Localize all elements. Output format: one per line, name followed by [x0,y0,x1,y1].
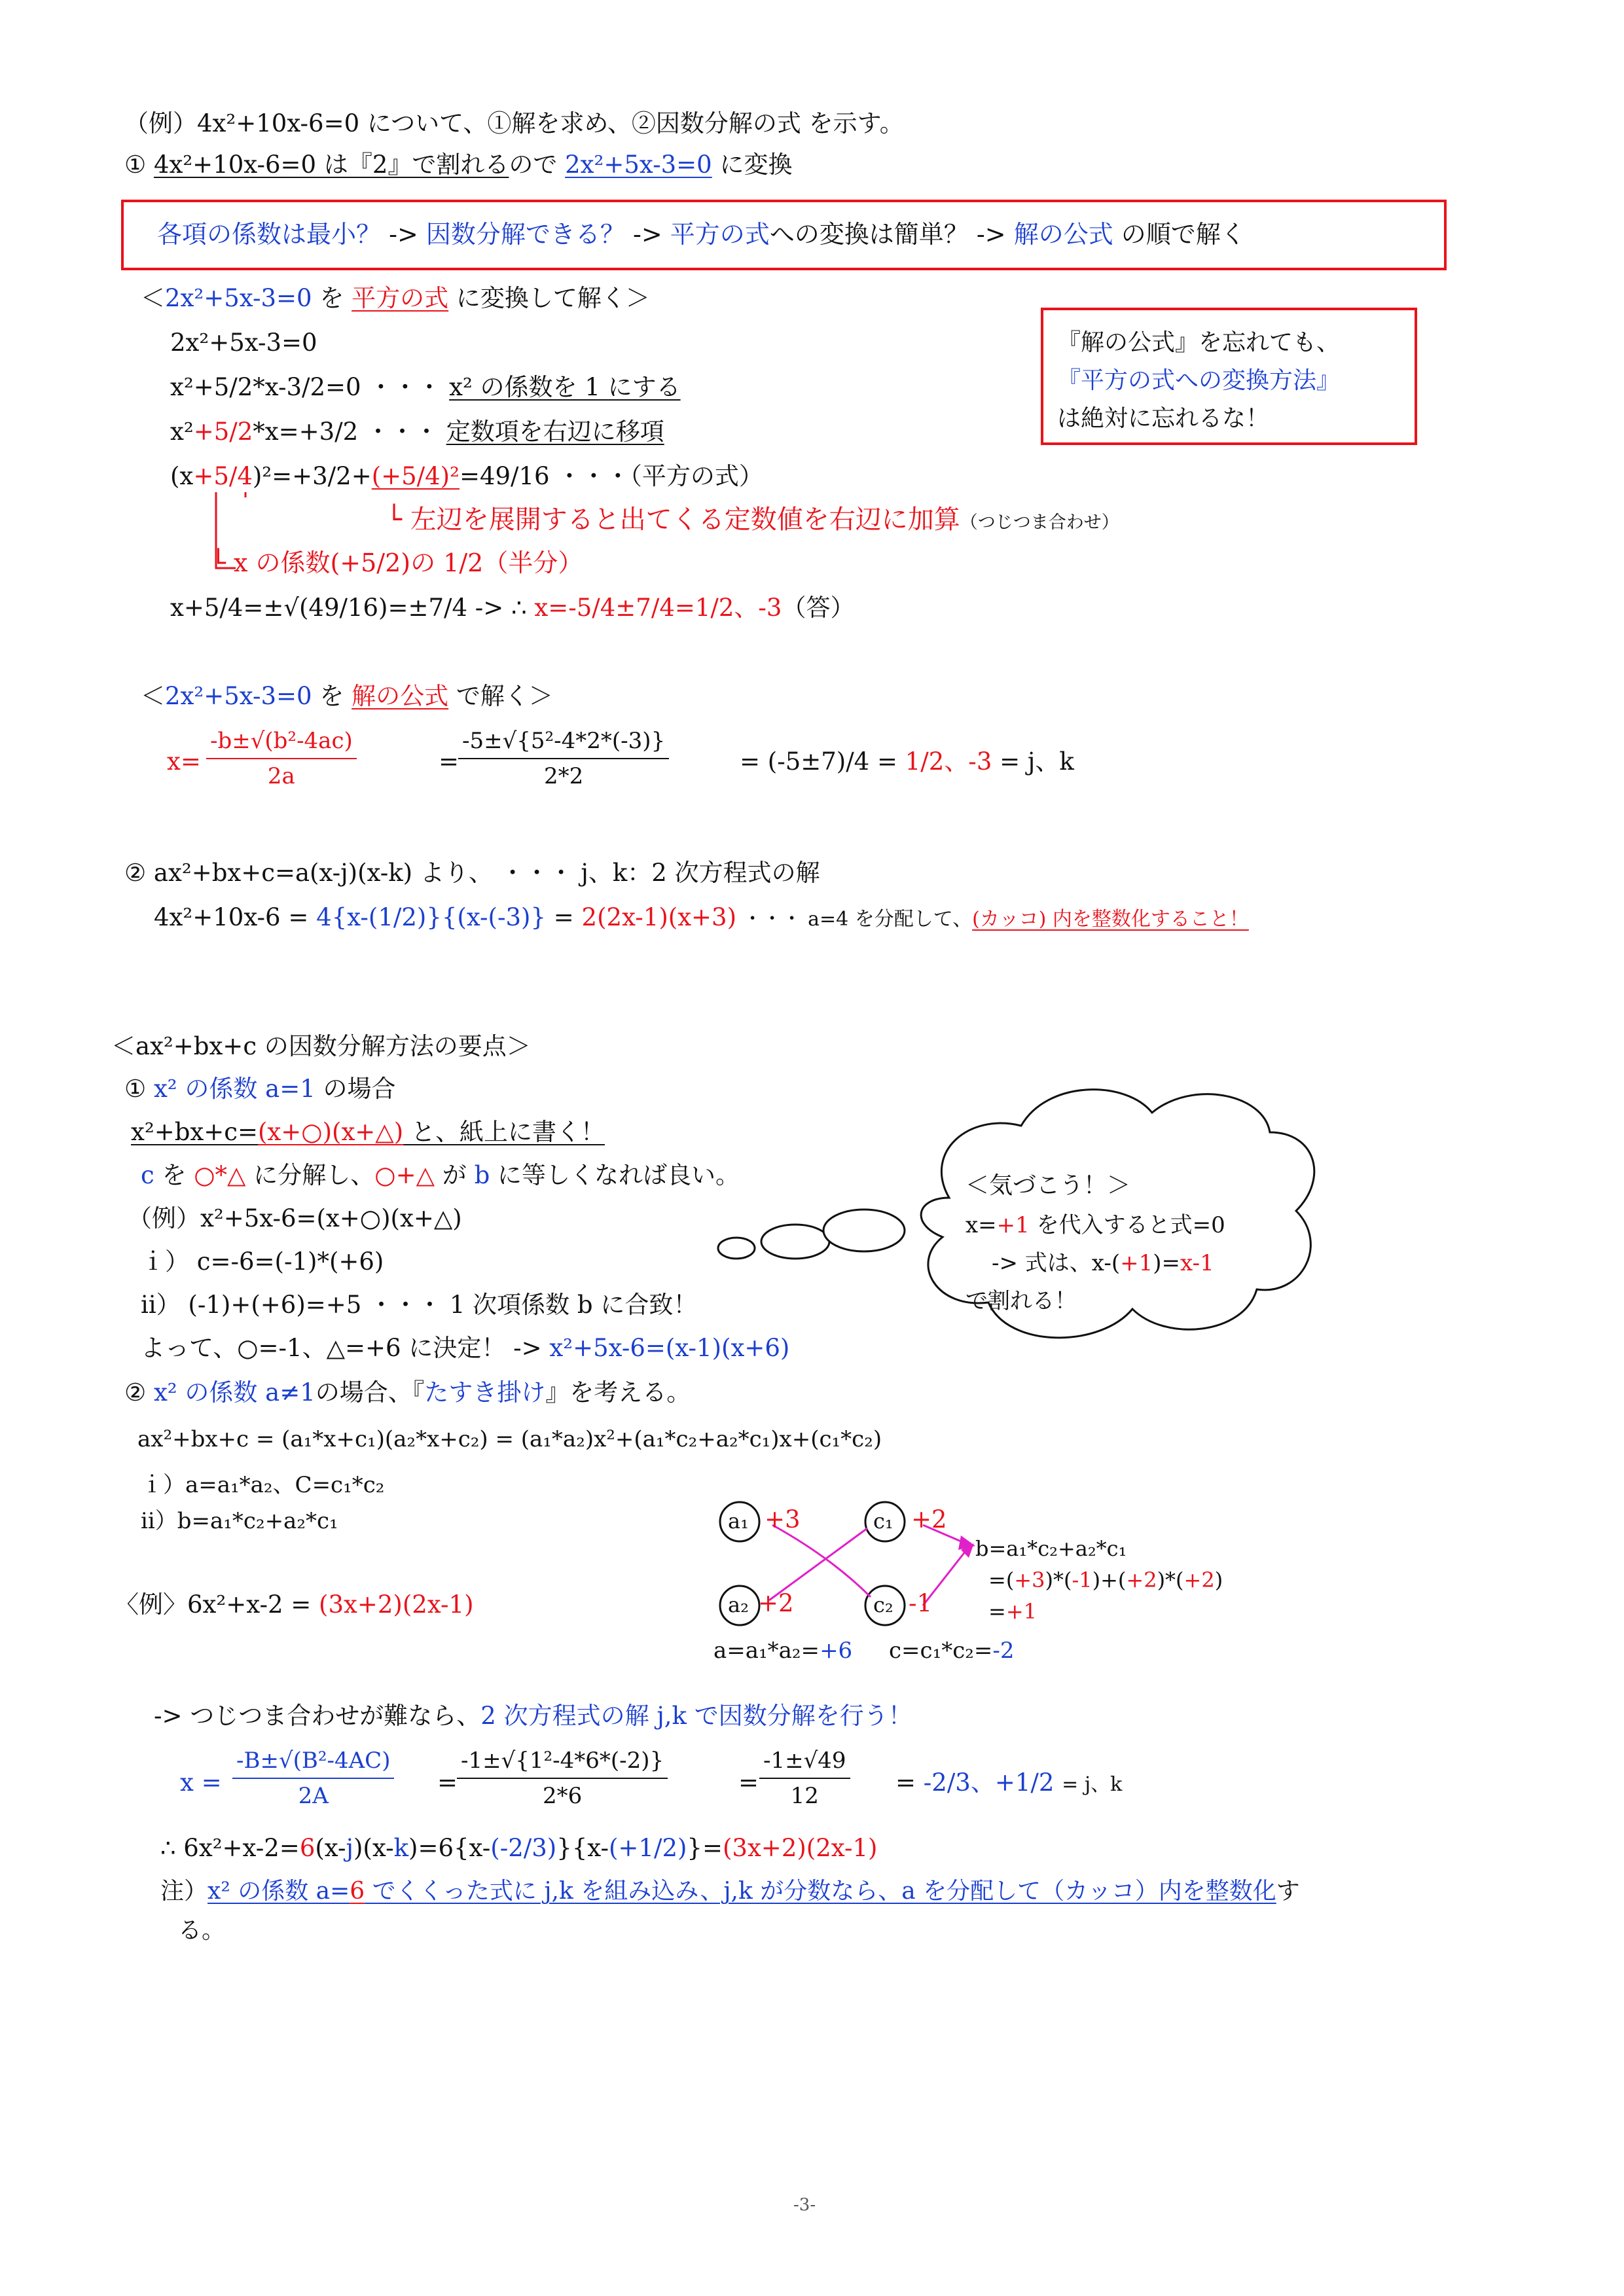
note-line1: 注）x² の係数 a=6 でくくった式に j,k を組み込み、j,k が分数なら、a を分配して（カッコ）内を整数化す [160,1878,1300,1905]
tasuki-a2-value: +2 [758,1589,794,1617]
sq-line3: x²+5/2*x=+3/2 ・・・ 定数項を右辺に移項 [170,418,664,446]
square-method-heading: ＜2x²+5x-3=0 を 平方の式 に変換して解く＞ [141,284,650,312]
case2-expand: ax²+bx+c = (a₁*x+c₁)(a₂*x+c₂) = (a₁*a₂)x²+(a₁*c₂+a₂*c₁)x+(c₁*c₂) [137,1426,882,1452]
cloud-title: ＜気づこう！＞ [965,1172,1131,1199]
formula-x: x= [167,747,201,776]
step2-line2: 4x²+10x-6 = 4{x-(1/2)}{(x-(-3)} = 2(2x-1)(x+3) ・・・ a=4 を分配して、(カッコ) 内を整数化すること！ [154,903,1249,931]
case1-conclusion: よって、○=-1、△=+6 に決定！ -> x²+5x-6=(x-1)(x+6) [141,1334,790,1362]
page-number: -3- [793,2195,816,2215]
quad-frac3: $\frac{-1\pm√49}{12}$ [759,1746,850,1810]
case2-step-ii: ⅱ）b=a₁*c₂+a₂*c₁ [141,1508,338,1534]
case2-step-i: ｉ）a=a₁*a₂、C=c₁*c₂ [141,1472,385,1498]
tasuki-a1-value: +3 [765,1505,801,1534]
tasuki-a1: a₁ [728,1509,749,1534]
formula-frac1: $\frac{\text{-b±√(b²-4ac)}}{2a}$ [206,726,357,791]
factor-heading: ＜ax²+bx+c の因数分解方法の要点＞ [111,1032,531,1060]
sq-line5: x+5/4=±√(49/16)=±7/4 -> ∴ x=-5/4±7/4=1/2、-3（答） [170,594,855,622]
sq-annotation1: └ 左辺を展開すると出てくる定数値を右辺に加算（つじつま合わせ） [386,505,1119,535]
intro-line: （例）4x²+10x-6=0 について、①解を求め、②因数分解の式 を示す。 [124,109,904,137]
quad-answer: = -2/3、+1/2 = j、k [895,1768,1123,1797]
case1-step-ii: ⅱ） (-1)+(+6)=+5 ・・・ 1 次項係数 b に合致！ [141,1291,698,1319]
cloud-line2: -> 式は、x-(+1)=x-1 [992,1250,1214,1276]
note-box-line2: 『平方の式への変換方法』 [1057,367,1341,394]
quad-eq1: = [437,1768,458,1797]
cloud-line3: で割れる！ [965,1288,1077,1314]
tasuki-c2: c₂ [873,1592,893,1617]
tasuki-b-line1: b=a₁*c₂+a₂*c₁ [975,1536,1127,1561]
step1-line: ① 4x²+10x-6=0 は『2』で割れるので 2x²+5x-3=0 に変換 [124,151,793,179]
case2-title: ② x² の係数 a≠1の場合、『たすき掛け』を考える。 [124,1378,691,1407]
tasuki-b-line3: =+1 [988,1599,1037,1624]
quad-x: x = [180,1768,222,1797]
case1-step-i: ｉ） c=-6=(-1)*(+6) [141,1247,384,1276]
tasuki-c2-value: -1 [909,1589,933,1617]
therefore-line: ∴ 6x²+x-2=6(x-j)(x-k)=6{x-(-2/3)}{x-(+1/2)}=(3x+2)(2x-1) [160,1834,878,1862]
formula-frac2: $\frac{\text{-5±√\{5²-4*2*(-3)\}}}{2*2}$ [458,726,669,791]
tasuki-a-product: a=a₁*a₂=+6 [713,1638,853,1664]
tasuki-a2: a₂ [728,1592,749,1617]
case1-write: x²+bx+c=(x+○)(x+△) と、紙上に書く！ [131,1118,605,1146]
case1-title: ① x² の係数 a=1 の場合 [124,1075,396,1103]
sq-line2: x²+5/2*x-3/2=0 ・・・ x² の係数を 1 にする [170,373,681,401]
sq-line1: 2x²+5x-3=0 [170,329,317,357]
solve-order-text: 各項の係数は最小？ -> 因数分解できる？ -> 平方の式への変換は簡単？ -> 解の公式 の順で解く [157,220,1246,249]
quad-intro: -> つじつま合わせが難なら、2 次方程式の解 j,k で因数分解を行う！ [154,1702,912,1730]
tasuki-c1-value: +2 [911,1505,947,1534]
tasuki-c1: c₁ [873,1509,893,1534]
formula-eq1: = [439,747,460,776]
quad-frac1: $\frac{\text{-B±√(B²-4AC)}}{2A}$ [232,1746,394,1810]
case1-example: （例）x²+5x-6=(x+○)(x+△) [128,1204,462,1232]
cloud-line1: x=+1 を代入すると式=0 [965,1212,1225,1238]
sq-line4: (x+5/4)²=+3/2+(+5/4)²=49/16 ・・・（平方の式） [170,462,763,490]
formula-method-heading: ＜2x²+5x-3=0 を 解の公式 で解く＞ [141,682,553,710]
formula-rest: = (-5±7)/4 = 1/2、-3 = j、k [740,747,1074,776]
step2-line1: ② ax²+bx+c=a(x-j)(x-k) より、 ・・・ j、k：2 次方程式の解 [124,859,820,887]
sq-annotation2: └ x の係数(+5/2)の 1/2（半分） [211,548,583,577]
quad-frac2: $\frac{\text{-1±√\{1²-4*6*(-2)\}}}{2*6}$ [457,1746,668,1810]
tasuki-b-line2: =(+3)*(-1)+(+2)*(+2) [988,1568,1223,1592]
note-box-line1: 『解の公式』を忘れても、 [1057,329,1341,356]
note-line2: る。 [178,1917,226,1944]
tasuki-c-product: c=c₁*c₂=-2 [889,1638,1015,1664]
case2-example: 〈例〉6x²+x-2 = (3x+2)(2x-1) [115,1590,474,1619]
quad-eq2: = [738,1768,759,1797]
note-box-line3: は絶対に忘れるな！ [1057,405,1270,432]
case1-split: c を ○*△ に分解し、○+△ が b に等しくなれば良い。 [141,1161,740,1189]
